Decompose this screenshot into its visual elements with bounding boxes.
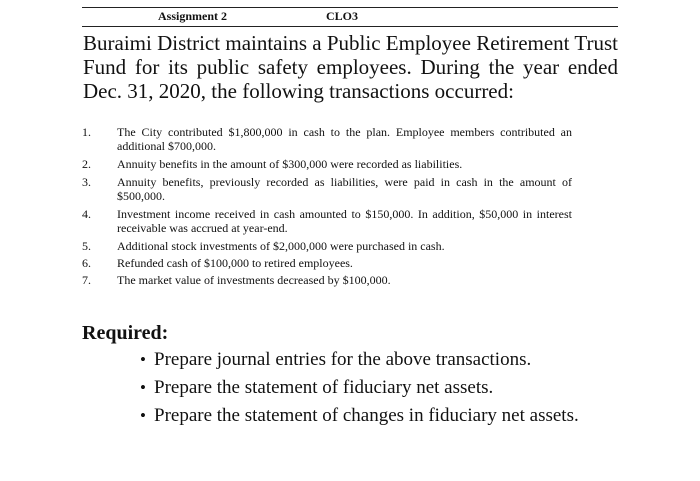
intro-paragraph: Buraimi District maintains a Public Employee Retirement Trust Fund for its public safety employees. During the year ended Dec. 31, 2020, the following transactions occurred:: [83, 31, 618, 103]
bullet-icon: •: [140, 406, 146, 425]
transaction-text: Annuity benefits, previously recorded as liabilities, were paid in cash in the amount of $500,000.: [117, 175, 572, 203]
transaction-text: The market value of investments decreased by $100,000.: [117, 273, 391, 287]
required-list: [140, 346, 579, 430]
transactions-list: [82, 125, 572, 290]
clo-label: CLO3: [326, 9, 359, 23]
transaction-item: [82, 256, 572, 270]
required-item: [140, 402, 579, 430]
transaction-text: Investment income received in cash amounted to $150,000. In addition, $50,000 in interest receivable was accrued at year-end.: [117, 207, 572, 235]
transaction-item: [82, 157, 572, 171]
transaction-number: 5.: [82, 239, 91, 253]
transaction-text: Additional stock investments of $2,000,000 were purchased in cash.: [117, 239, 445, 253]
transaction-number: 1.: [82, 125, 91, 139]
transaction-text: The City contributed $1,800,000 in cash to the plan. Employee members contributed an additional $700,000.: [117, 125, 572, 153]
transaction-number: 7.: [82, 273, 91, 287]
transaction-text: Annuity benefits in the amount of $300,000 were recorded as liabilities.: [117, 157, 463, 171]
transaction-item: [82, 273, 572, 287]
transaction-number: 6.: [82, 256, 91, 270]
bullet-icon: •: [140, 350, 146, 369]
required-item: [140, 374, 579, 402]
required-item: [140, 346, 579, 374]
transaction-item: [82, 175, 572, 203]
transaction-item: [82, 125, 572, 153]
transaction-item: [82, 207, 572, 235]
required-item-text: Prepare journal entries for the above transactions.: [154, 349, 532, 370]
transaction-number: 3.: [82, 175, 91, 189]
transaction-item: [82, 239, 572, 253]
required-heading: Required:: [82, 322, 169, 344]
required-item-text: Prepare the statement of fiduciary net assets.: [154, 377, 494, 398]
assignment-label: Assignment 2: [158, 9, 228, 23]
transaction-number: 4.: [82, 207, 91, 221]
transaction-text: Refunded cash of $100,000 to retired employees.: [117, 256, 353, 270]
transaction-number: 2.: [82, 157, 91, 171]
assignment-header: [82, 7, 618, 27]
required-item-text: Prepare the statement of changes in fiduciary net assets.: [154, 405, 579, 426]
bullet-icon: •: [140, 378, 146, 397]
